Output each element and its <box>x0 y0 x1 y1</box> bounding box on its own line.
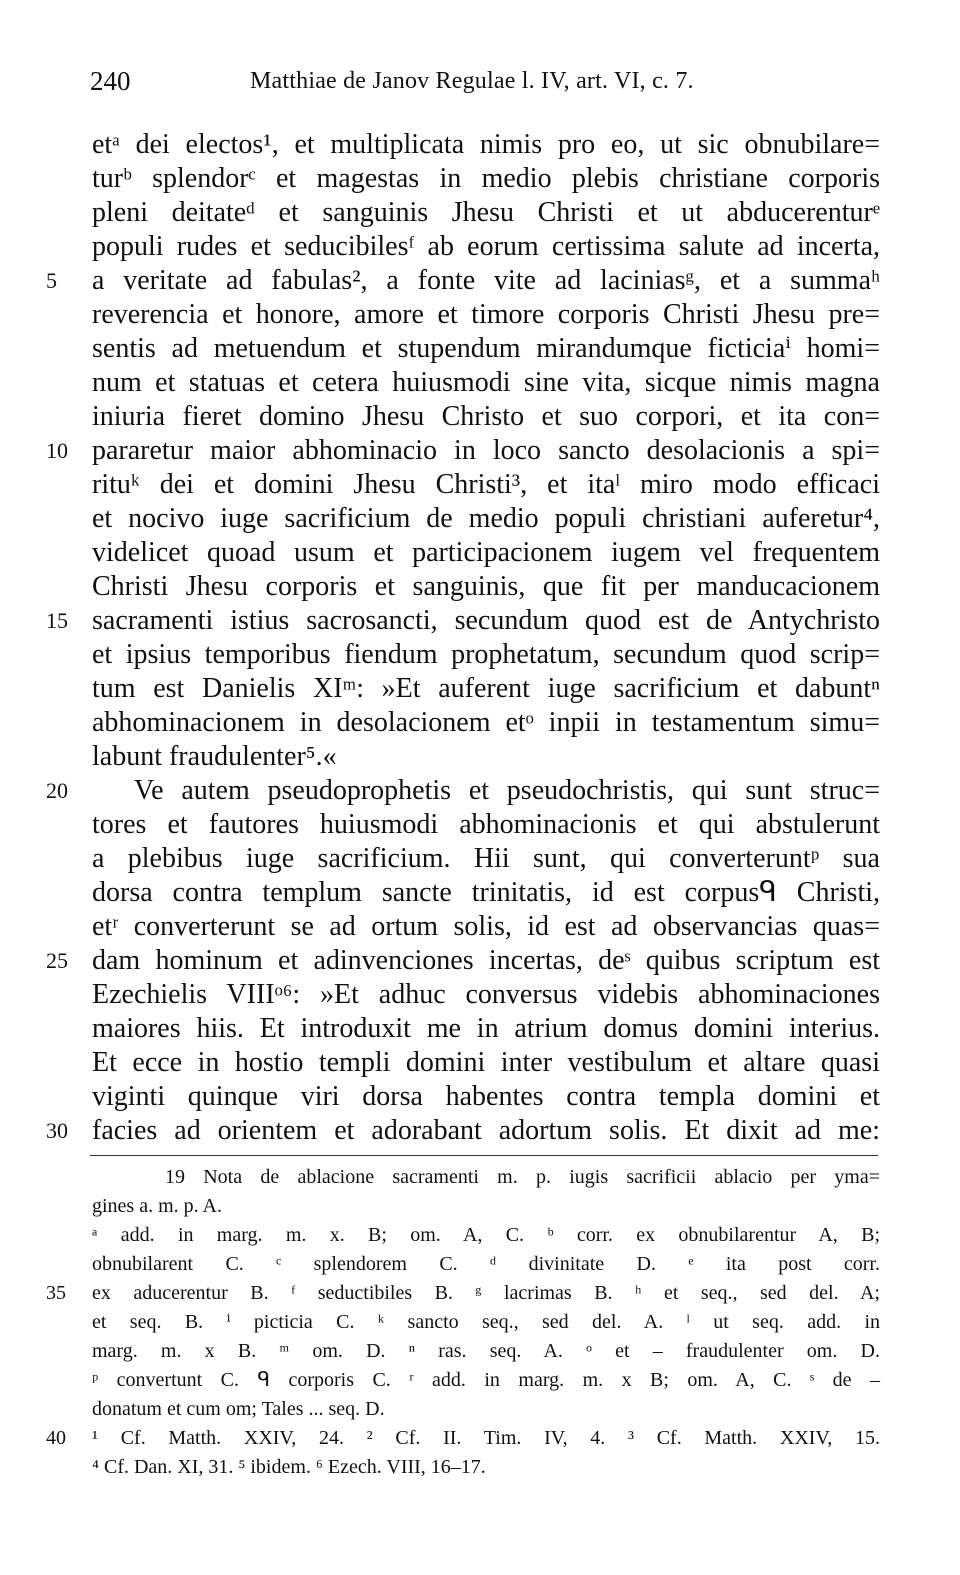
text-line: et nocivo iuge sacrificium de medio populi christiani auferetur⁴, <box>92 503 880 534</box>
footnote-line: gines a. m. p. A. <box>92 1195 222 1217</box>
text-line: pararetur maior abhominacio in loco sancto desolacionis a spi= <box>92 435 880 466</box>
text-line: rituᵏ dei et domini Jhesu Christi³, et itaˡ miro modo efficaci <box>92 469 880 500</box>
footnote-line-number: 40 <box>46 1427 66 1449</box>
text-line: a veritate ad fabulas², a fonte vite ad laciniasᵍ, et a summaʰ <box>92 265 880 296</box>
footnote-line: 19 Nota de ablacione sacramenti m. p. iugis sacrificii ablacio per yma= <box>165 1166 880 1188</box>
text-line: Ve autem pseudoprophetis et pseudochristis, qui sunt struc= <box>134 775 880 806</box>
text-line: num et statuas et cetera huiusmodi sine vita, sicque nimis magna <box>92 367 880 398</box>
text-line: Christi Jhesu corporis et sanguinis, que fit per manducacionem <box>92 571 880 602</box>
footnote-line: et seq. B. ⁱ picticia C. ᵏ sancto seq., sed del. A. ˡ ut seq. add. in <box>92 1311 880 1333</box>
text-line: labunt fraudulenter⁵.« <box>92 741 337 772</box>
page-number: 240 <box>90 66 131 96</box>
page-header <box>90 66 890 102</box>
footnote-line: ᵖ convertunt C. ᑫ corporis C. ʳ add. in marg. m. x B; om. A, C. ˢ de – <box>92 1369 880 1391</box>
text-line: maiores hiis. Et introduxit me in atrium domus domini interius. <box>92 1013 880 1044</box>
text-line: etᵃ dei electos¹, et multiplicata nimis pro eo, ut sic obnubilare= <box>92 129 880 160</box>
text-line: populi rudes et seducibilesᶠ ab eorum certissima salute ad incerta, <box>92 231 880 262</box>
text-line: dorsa contra templum sancte trinitatis, id est corpusᑫ Christi, <box>92 877 880 908</box>
text-line: Ezechielis VIIIᵒ⁶: »Et adhuc conversus videbis abhominaciones <box>92 979 880 1010</box>
footnote-line: ex aducerentur B. ᶠ seductibiles B. ᵍ lacrimas B. ʰ et seq., sed del. A; <box>92 1282 880 1304</box>
text-line: sentis ad metuendum et stupendum mirandumque ficticiaⁱ homi= <box>92 333 880 364</box>
text-line: abhominacionem in desolacionem etᵒ inpii in testamentum simu= <box>92 707 880 738</box>
footnote-line-number: 35 <box>46 1282 66 1304</box>
line-number: 10 <box>46 438 68 463</box>
line-number: 25 <box>46 948 68 973</box>
text-line: facies ad orientem et adorabant adortum solis. Et dixit ad me: <box>92 1115 880 1146</box>
line-number: 5 <box>46 268 57 293</box>
footnote-separator <box>90 1155 878 1156</box>
text-line: iniuria fieret domino Jhesu Christo et suo corpori, et ita con= <box>92 401 880 432</box>
line-number: 20 <box>46 778 68 803</box>
footnote-line: marg. m. x B. ᵐ om. D. ⁿ ras. seq. A. ᵒ et – fraudulenter om. D. <box>92 1340 880 1362</box>
text-line: viginti quinque viri dorsa habentes contra templa domini et <box>92 1081 880 1112</box>
text-line: et ipsius temporibus fiendum prophetatum, secundum quod scrip= <box>92 639 880 670</box>
line-number: 15 <box>46 608 68 633</box>
text-line: tores et fautores huiusmodi abhominacionis et qui abstulerunt <box>92 809 880 840</box>
footnote-line: ᵃ add. in marg. m. x. B; om. A, C. ᵇ corr. ex obnubilarentur A, B; <box>92 1224 880 1246</box>
footnote-line: ⁴ Cf. Dan. XI, 31. ⁵ ibidem. ⁶ Ezech. VIII, 16–17. <box>92 1456 486 1478</box>
text-line: pleni deitateᵈ et sanguinis Jhesu Christi et ut abducerenturᵉ <box>92 197 880 228</box>
footnote-line: ¹ Cf. Matth. XXIV, 24. ² Cf. II. Tim. IV, 4. ³ Cf. Matth. XXIV, 15. <box>92 1427 880 1449</box>
footnote-line: obnubilarent C. ᶜ splendorem C. ᵈ divinitate D. ᵉ ita post corr. <box>92 1253 880 1275</box>
running-title: Matthiae de Janov Regulae l. IV, art. VI, c. 7. <box>250 68 694 94</box>
text-line: videlicet quoad usum et participacionem iugem vel frequentem <box>92 537 880 568</box>
text-line: tum est Danielis XIᵐ: »Et auferent iuge sacrificium et dabuntⁿ <box>92 673 880 704</box>
text-line: dam hominum et adinvenciones incertas, deˢ quibus scriptum est <box>92 945 880 976</box>
text-line: sacramenti istius sacrosancti, secundum quod est de Antychristo <box>92 605 880 636</box>
text-line: etʳ converterunt se ad ortum solis, id est ad observancias quas= <box>92 911 880 942</box>
text-line: turᵇ splendorᶜ et magestas in medio plebis christiane corporis <box>92 163 880 194</box>
footnote-line: donatum et cum om; Tales ... seq. D. <box>92 1398 385 1420</box>
text-line: a plebibus iuge sacrificium. Hii sunt, qui converteruntᵖ sua <box>92 843 880 874</box>
line-number: 30 <box>46 1118 68 1143</box>
text-line: reverencia et honore, amore et timore corporis Christi Jhesu pre= <box>92 299 880 330</box>
text-line: Et ecce in hostio templi domini inter vestibulum et altare quasi <box>92 1047 880 1078</box>
